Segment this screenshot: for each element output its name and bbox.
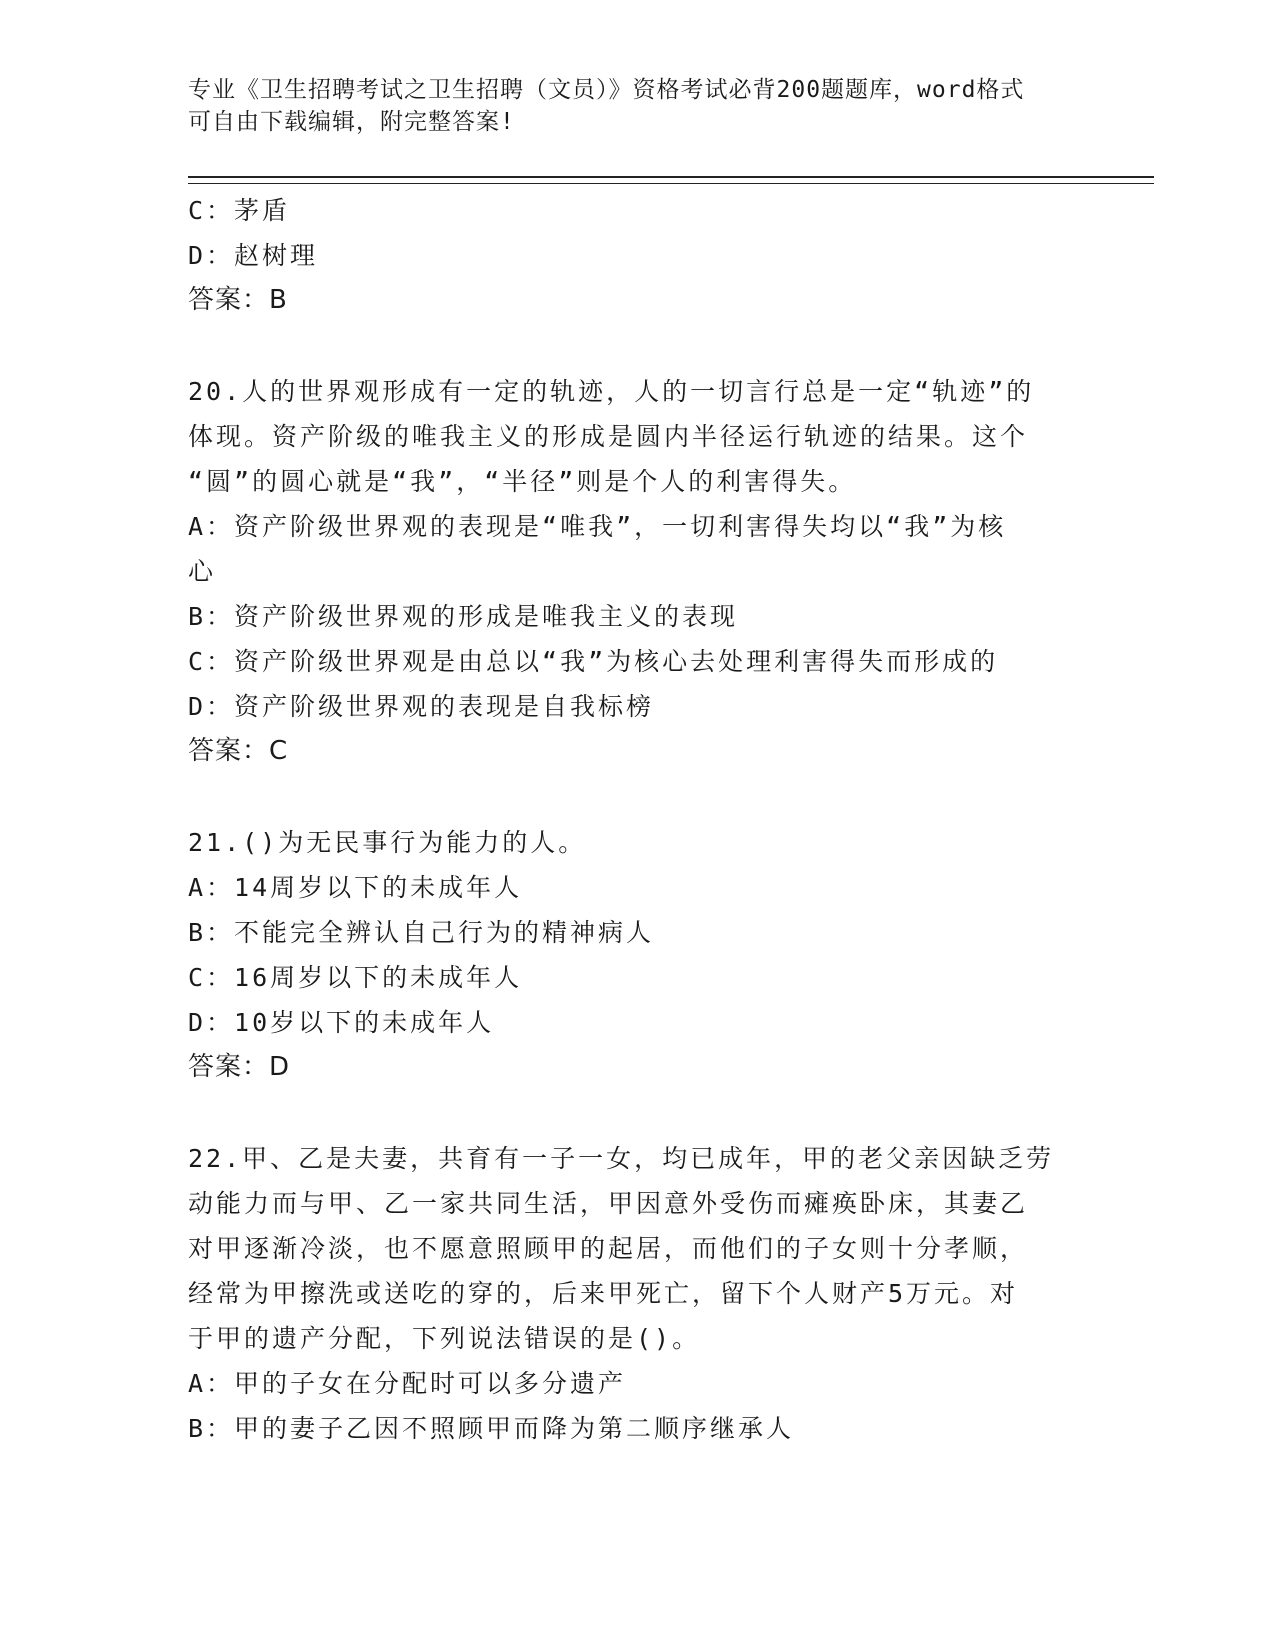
answer: 答案：C bbox=[188, 736, 289, 766]
option-c: C：资产阶级世界观是由总以“我”为核心去处理利害得失而形成的 bbox=[188, 647, 999, 676]
question-stem-line: 经常为甲擦洗或送吃的穿的，后来甲死亡，留下个人财产5万元。对 bbox=[188, 1279, 1019, 1308]
page-header bbox=[188, 74, 1068, 138]
option-d: D：赵树理 bbox=[188, 241, 319, 270]
option-d: D：10岁以下的未成年人 bbox=[188, 1008, 495, 1037]
question-stem-line: 20.人的世界观形成有一定的轨迹，人的一切言行总是一定“轨迹”的 bbox=[188, 377, 1035, 406]
option-a: A：14周岁以下的未成年人 bbox=[188, 873, 523, 902]
question-stem-line: “圆”的圆心就是“我”，“半径”则是个人的利害得失。 bbox=[188, 467, 857, 496]
question-20 bbox=[188, 369, 1088, 774]
document-body bbox=[188, 188, 1088, 1451]
question-stem-line: 对甲逐渐冷淡，也不愿意照顾甲的起居，而他们的子女则十分孝顺， bbox=[188, 1234, 1029, 1263]
question-22 bbox=[188, 1136, 1088, 1451]
question-stem-line: 动能力而与甲、乙一家共同生活，甲因意外受伤而瘫痪卧床，其妻乙 bbox=[188, 1189, 1029, 1218]
question-stem-line: 于甲的遗产分配，下列说法错误的是()。 bbox=[188, 1324, 701, 1353]
spacer bbox=[188, 774, 1088, 820]
option-c: C：茅盾 bbox=[188, 196, 291, 225]
option-b: B：资产阶级世界观的形成是唯我主义的表现 bbox=[188, 602, 739, 631]
answer: 答案：B bbox=[188, 285, 288, 315]
question-stem: 21.()为无民事行为能力的人。 bbox=[188, 828, 587, 857]
question-19-tail bbox=[188, 188, 1088, 323]
option-b: B：不能完全辨认自己行为的精神病人 bbox=[188, 918, 655, 947]
header-title-line-2: 可自由下载编辑，附完整答案! bbox=[188, 109, 515, 135]
option-d: D：资产阶级世界观的表现是自我标榜 bbox=[188, 692, 655, 721]
header-title-line-1: 专业《卫生招聘考试之卫生招聘（文员）》资格考试必背200题题库，word格式 bbox=[188, 77, 1025, 103]
option-a-continued: 心 bbox=[188, 557, 217, 586]
option-b: B：甲的妻子乙因不照顾甲而降为第二顺序继承人 bbox=[188, 1414, 795, 1443]
option-a: A：资产阶级世界观的表现是“唯我”，一切利害得失均以“我”为核 bbox=[188, 512, 1007, 541]
header-divider bbox=[188, 176, 1154, 184]
spacer bbox=[188, 1090, 1088, 1136]
spacer bbox=[188, 323, 1088, 369]
option-a: A：甲的子女在分配时可以多分遗产 bbox=[188, 1369, 627, 1398]
answer: 答案：D bbox=[188, 1052, 291, 1082]
question-21 bbox=[188, 820, 1088, 1090]
option-c: C：16周岁以下的未成年人 bbox=[188, 963, 523, 992]
question-stem-line: 22.甲、乙是夫妻，共育有一子一女，均已成年，甲的老父亲因缺乏劳 bbox=[188, 1144, 1055, 1173]
question-stem-line: 体现。资产阶级的唯我主义的形成是圆内半径运行轨迹的结果。这个 bbox=[188, 422, 1029, 451]
